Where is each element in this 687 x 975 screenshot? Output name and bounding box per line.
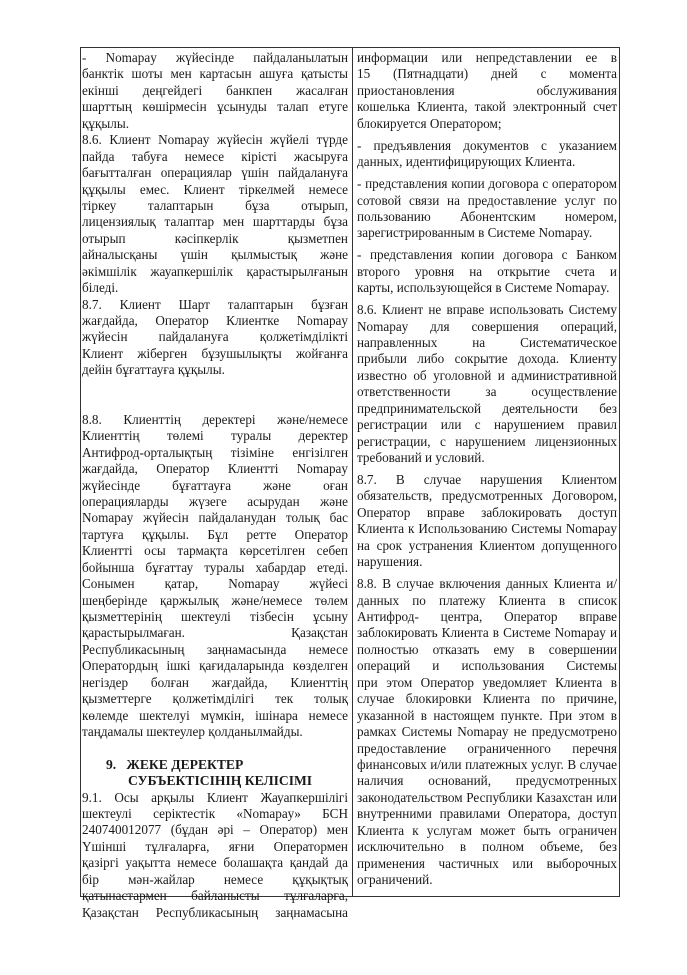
text-line: случае блокировки Клиента по причине, xyxy=(357,691,617,707)
paragraph xyxy=(357,50,617,132)
paragraph xyxy=(357,176,617,242)
text-line: жүйесін пайдалануға қолжетімділікті xyxy=(82,329,348,345)
text-line: Клиента к Использованию Системы Nomapay xyxy=(357,521,617,537)
left-paragraphs-bottom xyxy=(82,790,348,922)
text-line: отырып кәсіпкерлік қызметпен xyxy=(82,230,348,246)
text-line: тіркеу талаптарын бұза отырып, xyxy=(82,197,348,213)
text-line: таңдамалы шектеулер қолданылмайды. xyxy=(82,724,303,740)
text-line: предпринимательской деятельности без xyxy=(357,400,617,416)
text-line: полностью отказать ему в совершении xyxy=(357,641,617,657)
text-line: 240740012077 (бұдан әрі – Оператор) мен xyxy=(82,822,348,838)
text-line: қазіргі уақытта немесе болашақта қандай да xyxy=(82,855,348,871)
text-line: обязательств, предусмотренных Договором, xyxy=(357,488,617,504)
text-line: 15 (Пятнадцати) дней с момента xyxy=(357,66,617,82)
text-line: карты, использующейся в Системе Nomapay. xyxy=(357,280,610,296)
text-line: Клиент жіберген бұзушылықты жойғанға xyxy=(82,345,348,361)
text-line: лицензиялық талаптар мен шарттарды бұза xyxy=(82,214,348,230)
text-line: Қазақстан Республикасының заңнамасына xyxy=(82,904,348,920)
text-line: әкімшілік жауапкершілік қарастырылғанын xyxy=(82,263,348,279)
paragraph xyxy=(357,302,617,466)
text-line: кошелька Клиента, такой электронный счет xyxy=(357,99,617,115)
text-line: дейін бұғаттауға құқылы. xyxy=(82,362,225,378)
text-line: ограничений. xyxy=(357,872,433,887)
text-line: применения частичных или выборочных xyxy=(357,855,617,871)
text-line: нарушения. xyxy=(357,554,423,570)
text-line: зарегистрированным в Системе Nomapay. xyxy=(357,225,593,241)
text-line: известно об уголовной и административной xyxy=(357,367,617,383)
text-line: Антифрод- центра, Оператор вправе xyxy=(357,609,617,624)
text-line: банктік шоты мен картасын ашуға қатысты xyxy=(82,66,348,82)
text-line: Клиенттің төлемі туралы деректер xyxy=(82,428,348,444)
text-line: внутренними правилами Оператора, доступ xyxy=(357,806,617,822)
section-heading xyxy=(82,757,348,790)
paragraph xyxy=(357,576,617,888)
left-paragraphs-middle xyxy=(82,412,348,741)
text-line: информации или непредставлении ее в xyxy=(357,50,617,65)
text-line: направленных на Систематическое xyxy=(357,335,617,350)
text-line: пайда табуға немесе кірісті жасыруға xyxy=(82,148,348,164)
text-line: Клиента к услугам может быть ограничен xyxy=(357,822,617,838)
section-heading-line2: СУБЪЕКТІСІНІҢ КЕЛІСІМІ xyxy=(128,773,313,788)
text-line: - представления копии договора с Банком xyxy=(357,247,617,263)
text-line: исключительно в полном объеме, без xyxy=(357,839,617,855)
text-line: қатынастармен байланысты тұлғаларға, xyxy=(82,888,348,904)
text-line: приостановления обслуживания xyxy=(357,82,617,98)
text-line: 8.7. В случае нарушения Клиентом xyxy=(357,472,617,487)
text-line: пользованию Абонентским номером, xyxy=(357,208,617,224)
text-line: - представления копии договора с оператором xyxy=(357,176,617,192)
text-line: жағдайда, Оператор Клиентті Nomapay xyxy=(82,461,348,477)
text-line: көлемде шектелуі мүмкін, ішінара немесе xyxy=(82,707,348,723)
text-line: 8.6. Клиент Nomapay жүйесін жүйелі түрде xyxy=(82,132,348,148)
section-heading-line1: 9. ЖЕКЕ ДЕРЕКТЕР xyxy=(106,756,244,772)
paragraph xyxy=(357,472,617,571)
russian-text-column xyxy=(357,50,617,894)
text-line: требований и условий. xyxy=(357,450,485,466)
text-line: данных, идентифицирующих Клиента. xyxy=(357,154,576,170)
text-line: бір мән-жайлар немесе құқықтық xyxy=(82,871,348,887)
paragraph xyxy=(82,412,348,741)
text-line: тартуға құқылы. Бұл ретте Оператор xyxy=(82,526,348,542)
text-line: 9.1. Осы арқылы Клиент Жауапкершілігі xyxy=(82,789,348,805)
text-line: операций и использования Системы xyxy=(357,658,617,674)
text-line: Антифрод-орталықтың тізіміне енгізілген xyxy=(82,444,348,460)
text-line: Оператордың ішкі қағидаларында көзделген xyxy=(82,658,348,674)
text-line: регистрации, с нарушением лицензионных xyxy=(357,433,617,449)
text-line: бағытталған операциялар үшін пайдалануға xyxy=(82,165,348,181)
text-line: при этом Оператор уведомляет Клиента в xyxy=(357,674,617,690)
text-line: на срок устранения Клиентом допущенного xyxy=(357,537,617,553)
column-divider xyxy=(352,47,353,897)
text-line: қарастырылмаған. Қазақстан xyxy=(82,625,348,641)
text-line: жағдайда, Оператор Клиентке Nomapay xyxy=(82,313,348,328)
paragraph xyxy=(82,790,348,922)
text-line: Сонымен қатар, Nomapay жүйесі xyxy=(82,576,348,592)
text-line: айналысқаны үшін қылмыстық және xyxy=(82,247,348,263)
text-line: қызметтерге қолжетімділігі тек толық xyxy=(82,691,348,707)
text-line: - предъявления документов с указанием xyxy=(357,137,617,153)
text-line: прибыли либо сокрытие дохода. Клиенту xyxy=(357,351,617,367)
text-line: Nomapay для совершения операций, xyxy=(357,318,617,334)
text-line: Nomapay жүйесін пайдаланудан толық бас xyxy=(82,510,348,526)
text-line: 8.8. В случае включения данных Клиента и/ xyxy=(357,576,617,592)
text-line: финансовых и/или платежных услуг. В случае xyxy=(357,756,617,772)
text-line: операцияларды жүзеге асырудан және xyxy=(82,493,348,509)
text-line: рамках Системы Nomapay не предусмотрено xyxy=(357,724,617,740)
text-line: 8.8. Клиенттің деректері және/немесе xyxy=(82,411,348,427)
text-line: блокируется Оператором; xyxy=(357,115,502,131)
text-line: Республикасының заңнамасында немесе xyxy=(82,641,348,657)
kazakh-text-column xyxy=(82,50,348,921)
text-line: данных по платежу Клиента в список xyxy=(357,592,617,608)
text-line: жүйесінде бұғаттауға және оған xyxy=(82,477,348,493)
text-line: екінші деңгейдегі банкпен жасалған xyxy=(82,82,348,98)
paragraph xyxy=(82,297,348,379)
paragraph xyxy=(357,138,617,171)
text-line: регистрации или с нарушением правил xyxy=(357,417,617,433)
text-line: указанной в настоящем пункте. При этом в xyxy=(357,707,617,723)
blank-space xyxy=(82,379,348,412)
paragraph xyxy=(82,132,348,296)
text-line: Оператор вправе заблокировать доступ xyxy=(357,504,617,520)
text-line: ответственности за осуществление xyxy=(357,384,617,400)
text-line: шектеулі серіктестік «Nomapay» БСН xyxy=(82,805,348,821)
paragraph xyxy=(82,50,348,132)
text-line: 8.6. Клиент не вправе использовать Систему xyxy=(357,302,617,318)
text-line: 8.7. Клиент Шарт талаптарын бұзған xyxy=(82,296,348,312)
text-line: Клиентті осы тармақта көрсетілген себеп xyxy=(82,543,348,559)
text-line: шарттың көшірмесін ұсынуды талап етуге xyxy=(82,99,348,115)
right-paragraphs xyxy=(357,50,617,888)
text-line: құқылы емес. Клиент тіркелмей немесе xyxy=(82,181,348,197)
text-line: Үшінші тұлғаларға, яғни Оператормен xyxy=(82,838,348,854)
text-line: шеңберінде қаржылық және/немесе төлем xyxy=(82,592,348,608)
text-line: наличия оснований, предусмотренных xyxy=(357,773,617,789)
text-line: біледі. xyxy=(82,280,119,296)
text-line: - Nomapay жүйесінде пайдаланылатын xyxy=(82,50,348,65)
left-paragraphs-top xyxy=(82,50,348,379)
text-line: бойынша бұғаттау туралы хабардар етеді. xyxy=(82,559,348,575)
text-line: негіздер болған жағдайда, Клиенттің xyxy=(82,674,348,690)
text-line: қызметтерінің шектеулі тізбесін ұсыну xyxy=(82,609,348,624)
text-line: предоставление ограниченного перечня xyxy=(357,740,617,756)
paragraph xyxy=(357,247,617,296)
text-line: заблокировать Клиента в Системе Nomapay и xyxy=(357,625,617,641)
text-line: законодательством Республики Казахстан или xyxy=(357,789,617,805)
text-line: құқылы. xyxy=(82,115,130,131)
text-line: второго уровня на открытие счета и xyxy=(357,263,617,279)
text-line: сотовой связи на предоставление услуг по xyxy=(357,192,617,208)
